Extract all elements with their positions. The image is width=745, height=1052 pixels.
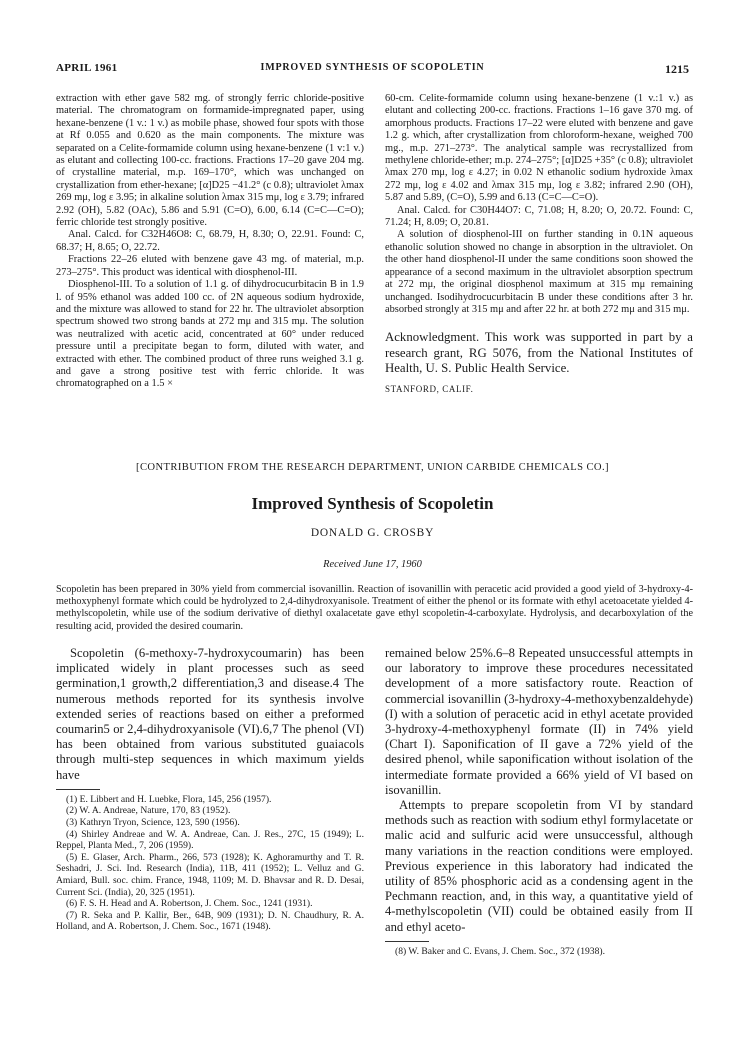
paragraph: extraction with ether gave 582 mg. of strongly ferric chloride-positive material. The chromatogram on formamide-impregnated paper, using hexane-benzene (1 v.: 1 v.) as mobile phase, showed four spots with those at Rf 0.055 and 0.620 as the main components. The mixture was separated on a Celite-formamide column using hexane-benzene (1 v:1 v.) as elutant and collecting 100-cc. fractions. Fractions 17–20 gave 204 mg. of crystalline material, m.p. 169–170°, which was unchanged on crystallization from ether-hexane; [α]D25 −41.2° (c 0.8); ultraviolet λmax 269 mμ, log ε 3.95; in alkaline solution λmax 315 mμ, log ε 3.79; infrared 2.92 (OH), 5.82 (OAc), 5.86 and 5.91 (C=O), 6.00, 6.14 (C=C—C=O); ferric chloride test strongly positive. (56, 93, 364, 229)
footnote: (3) Kathryn Tryon, Science, 123, 590 (1956). (66, 817, 240, 829)
paragraph: 60-cm. Celite-formamide column using hexane-benzene (1 v.:1 v.) as elutant and collecting 200-cc. fractions. Fractions 1–16 gave 370 mg. of amorphous products. Fractions 17–22 were eluted with benzene and gave 1.2 g. which, after crystallization from chloroform-hexane, weighed 700 mg., m.p. 271–273°. The analytical sample was recrystallized from methylene chloride-ether; m.p. 274–275°; [α]D25 +35° (c 0.8); ultraviolet λmax 270 mμ, log ε 4.27; in 0.02 N ethanolic sodium hydroxide λmax 272 mμ, log ε 4.02 and λmax 315 mμ, log ε 3.82; infrared 2.90 (OH), 5.87 and 5.89, (C=O), 5.99 and 6.13 (C=C—C=O). (385, 93, 693, 204)
footnotes (385, 946, 693, 958)
footnote: (7) R. Seka and P. Kallir, Ber., 64B, 909 (1931); D. N. Chaudhury, R. A. Holland, and A. Robertson, J. Chem. Soc., 1671 (1948). (56, 909, 364, 933)
footnote-rule (56, 789, 100, 790)
paragraph: A solution of diosphenol-III on further standing in 0.1N aqueous ethanolic solution showed no change in absorption in the ultraviolet. On the other hand diosphenol-II under the same conditions soon showed the appearance of a second maximum in the ultraviolet absorption spectrum at 272 mμ, the original diosphenol maximum at 315 mμ remaining unchanged. Isodihydrocucurbitacin B under these conditions after 3 hr. absorbed strongly at 315 mμ and after 22 hr. at both 272 mμ and 315 mμ. (385, 229, 693, 315)
running-head (56, 62, 689, 78)
received-date: Received June 17, 1960 (323, 559, 422, 570)
location: STANFORD, CALIF. (385, 383, 474, 394)
contribution-line: [CONTRIBUTION FROM THE RESEARCH DEPARTMENT, UNION CARBIDE CHEMICALS CO.] (136, 462, 609, 473)
footnotes (56, 794, 364, 933)
paragraph: Attempts to prepare scopoletin from VI by standard methods such as reaction with sodium ethyl formylacetate or malic acid and sulfuric acid were unsuccessful, although many variations in the reaction conditions were employed. Previous experience in this laboratory had indicated the utility of 85% phosphoric acid as a condensing agent in the Pechmann reaction, and, in this way, a quantitative yield of 4-methylscopoletin (VII) could be obtained easily from II and ethyl aceto- (385, 798, 693, 934)
body-left-column (56, 646, 364, 933)
footnote: (1) E. Libbert and H. Luebke, Flora, 145, 256 (1957). (66, 793, 272, 805)
footnote: (2) W. A. Andreae, Nature, 170, 83 (1952). (66, 805, 231, 817)
issue-date: APRIL 1961 (56, 62, 118, 74)
article-title: Improved Synthesis of Scopoletin (251, 494, 494, 513)
top-right-column (385, 93, 693, 395)
footnote: (8) W. Baker and C. Evans, J. Chem. Soc., 372 (1938). (395, 945, 605, 957)
paragraph: Anal. Calcd. for C32H46O8: C, 68.79, H, 8.30; O, 22.91. Found: C, 68.37; H, 8.65; O, 22.72. (56, 229, 364, 253)
footnote: (5) E. Glaser, Arch. Pharm., 266, 573 (1928); K. Aghoramurthy and T. R. Seshadri, J. Sci. Ind. Research (India), 11B, 411 (1952); L. Velluz and G. Amiard, Bull. soc. chim. France, 1948, 1109; M. D. Bhavsar and R. D. Desai, Current Sci. (India), 20, 325 (1951). (56, 851, 364, 898)
body-right-column (385, 646, 693, 957)
acknowledgment: Acknowledgment. This work was supported in part by a research grant, RG 5076, from the National Institutes of Health, U. S. Public Health Service. (385, 330, 693, 376)
paragraph: Diosphenol-III. To a solution of 1.1 g. of dihydrocucurbitacin B in 1.9 l. of 95% ethanol was added 100 cc. of 2N aqueous sodium hydroxide, and the mixture was allowed to stand for 22 hr. The ultraviolet absorption spectrum showed two strong bands at 272 mμ and 315 mμ. The solution was neutralized with acetic acid, concentrated at 60° under reduced pressure until a precipitate began to form, diluted with water, and extracted with ether. The combined product of three runs weighed 3.1 g. and gave a strong positive test with ferric chloride. It was chromatographed on a 1.5 × (56, 279, 364, 390)
paragraph: Scopoletin (6-methoxy-7-hydroxycoumarin) has been implicated widely in plant processes such as seed germination,1 growth,2 differentiation,3 and disease.4 The numerous methods reported for its synthesis involve extended series of reactions based on either a preformed coumarin5 or 2,4-dihydroxyanisole (VI).6,7 The phenol (VI) has been obtained from various substituted guaiacols through multi-step sequences in which maximum yields have (56, 646, 364, 782)
paragraph: Fractions 22–26 eluted with benzene gave 43 mg. of material, m.p. 273–275°. This product was identical with diosphenol-III. (56, 254, 364, 278)
paragraph: remained below 25%.6–8 Repeated unsuccessful attempts in our laboratory to improve these procedures necessitated development of a more satisfactory route. Reaction of commercial isovanillin (3-hydroxy-4-methoxybenzaldehyde) (I) with a solution of peracetic acid in ethyl acetate provided 3-hydroxy-4-methoxyphenyl formate (II) in 74% yield (Chart I). Saponification of II gave a 72% yield of the desired phenol, while saponification without isolation of the intermediate formate provided a 66% yield of VI based on isovanillin. (385, 646, 693, 797)
abstract: Scopoletin has been prepared in 30% yield from commercial isovanillin. Reaction of isovanillin with peracetic acid provided a good yield of 3-hydroxy-4-methoxyphenyl formate which could be hydrolyzed to 2,4-dihydroxyanisole. Treatment of either the phenol or its formate with ethyl acetoacetate yielded 4-methylscopoletin, while use of the sodium derivative of diethyl oxalacetate gave ethyl scopoletin-4-carboxylate. Hydrolysis, and decarboxylation of the resulting acid, provided the desired coumarin. (56, 584, 693, 632)
footnote-rule (385, 941, 429, 942)
top-left-column (56, 93, 364, 391)
page-number: 1215 (665, 62, 689, 76)
author: DONALD G. CROSBY (310, 527, 435, 539)
footnote: (6) F. S. H. Head and A. Robertson, J. Chem. Soc., 1241 (1931). (66, 898, 313, 910)
paragraph: Anal. Calcd. for C30H44O7: C, 71.08; H, 8.20; O, 20.72. Found: C, 71.24; H, 8.09; O, 20.81. (385, 204, 693, 229)
footnote: (4) Shirley Andreae and W. A. Andreae, Can. J. Res., 27C, 15 (1949); L. Reppel, Planta Med., 7, 206 (1959). (56, 828, 364, 852)
running-title: IMPROVED SYNTHESIS OF SCOPOLETIN (260, 62, 485, 73)
